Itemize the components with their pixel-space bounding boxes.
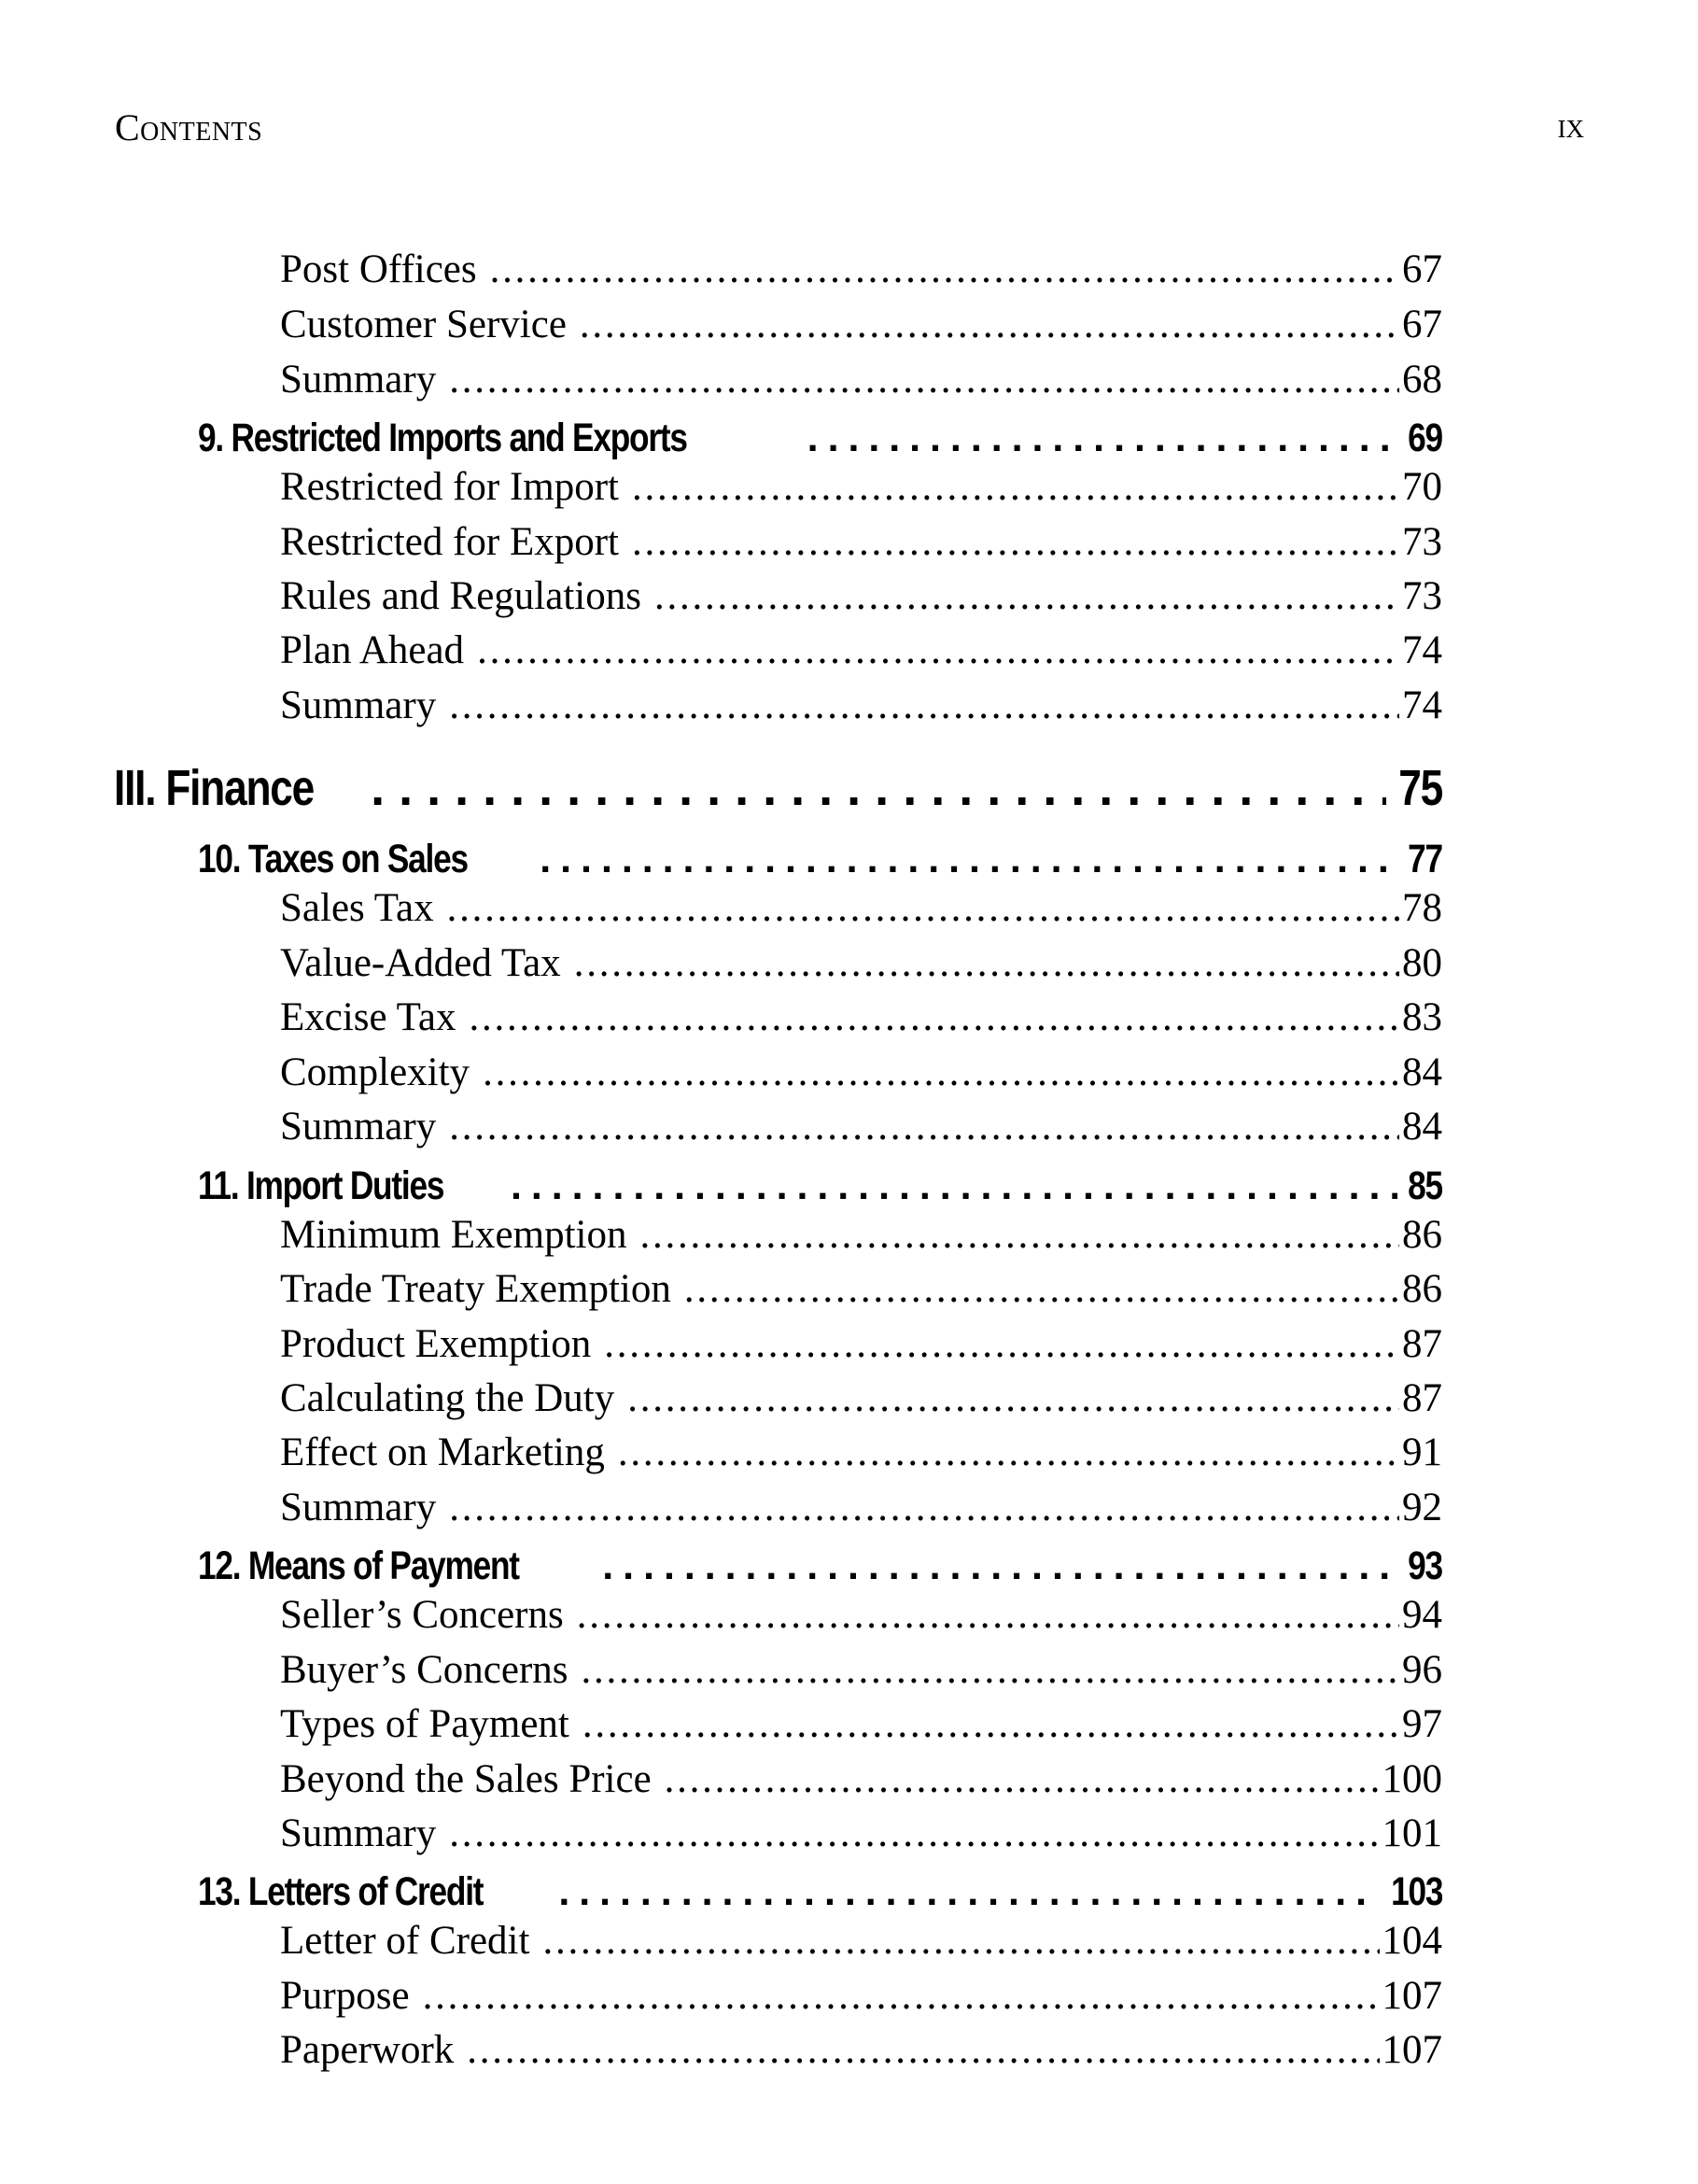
toc-entry <box>280 993 1442 1043</box>
toc-entry <box>280 1264 1442 1315</box>
toc-entry-title: Trade Treaty Exemption <box>280 1267 671 1311</box>
toc-entry-title: Sales Tax <box>280 886 434 930</box>
toc-entry-page: 91 <box>1402 1430 1442 1474</box>
toc-entry-title: Effect on Marketing <box>280 1430 605 1474</box>
toc-entry <box>280 1374 1442 1424</box>
toc-entry-title: Summary <box>280 1105 437 1148</box>
toc-entry-title: Post Offices <box>280 247 477 291</box>
toc-chapter-title: 10. Taxes on Sales <box>198 837 468 881</box>
toc-entry-title: Seller’s Concerns <box>280 1593 564 1637</box>
toc-entry-title: Minimum Exemption <box>280 1213 627 1257</box>
toc-entry-page: 97 <box>1402 1702 1442 1746</box>
toc-entry-page: 74 <box>1402 683 1442 727</box>
dot-leader <box>574 938 1399 989</box>
dot-leader <box>483 1048 1399 1098</box>
dot-leader <box>449 355 1399 405</box>
toc-entry-page: 107 <box>1382 2028 1442 2072</box>
toc-entry-page: 78 <box>1402 886 1442 930</box>
toc-entry-title: Value-Added Tax <box>280 941 561 985</box>
toc-entry-title: Restricted for Import <box>280 465 620 509</box>
dot-leader <box>558 1867 1376 1917</box>
toc-entry-page: 107 <box>1382 1974 1442 2018</box>
toc-entry-title: Customer Service <box>280 303 567 346</box>
toc-entry-page: 74 <box>1402 628 1442 672</box>
toc-entry-page: 86 <box>1402 1267 1442 1311</box>
toc-chapter-page: 93 <box>1408 1543 1442 1588</box>
toc-entry-title: Purpose <box>280 1974 410 2018</box>
toc-entry-title: Excise Tax <box>280 995 456 1039</box>
dot-leader <box>665 1754 1380 1805</box>
toc-chapter-title: 11. Import Duties <box>198 1163 444 1208</box>
toc-entry-page: 73 <box>1402 574 1442 618</box>
toc-chapter-entry <box>198 1867 1442 1917</box>
toc-entry-page: 84 <box>1402 1050 1442 1094</box>
toc-entry <box>280 626 1442 676</box>
dot-leader <box>639 1210 1399 1261</box>
toc-entry <box>280 1102 1442 1152</box>
toc-entry <box>280 1319 1442 1370</box>
dot-leader <box>580 300 1399 350</box>
toc-chapter-title: 12. Means of Payment <box>198 1543 519 1588</box>
toc-entry-page: 67 <box>1402 303 1442 346</box>
dot-leader <box>447 883 1399 934</box>
toc-entry-title: Plan Ahead <box>280 628 465 672</box>
running-head: Contents <box>115 106 263 148</box>
dot-leader <box>511 1161 1397 1211</box>
toc-entry-title: Summary <box>280 683 437 727</box>
toc-entry-page: 87 <box>1402 1322 1442 1366</box>
toc-entry-page: 94 <box>1402 1593 1442 1637</box>
toc-chapter-title: 13. Letters of Credit <box>198 1869 484 1914</box>
toc-chapter-entry <box>198 834 1442 884</box>
toc-entry-page: 67 <box>1402 247 1442 291</box>
toc-entry-title: Paperwork <box>280 2028 455 2072</box>
dot-leader <box>684 1264 1399 1315</box>
toc-entry-title: Rules and Regulations <box>280 574 641 618</box>
toc-chapter-page: 69 <box>1408 416 1442 460</box>
toc-entry-title: Letter of Credit <box>280 1919 530 1963</box>
dot-leader <box>540 834 1397 884</box>
dot-leader <box>449 1483 1399 1533</box>
toc-entry <box>280 1809 1442 1859</box>
toc-entry-page: 83 <box>1402 995 1442 1039</box>
dot-leader <box>449 681 1399 731</box>
toc-chapter-entry <box>198 413 1442 463</box>
toc-part-title: III. Finance <box>114 760 315 816</box>
toc-chapter-title: 9. Restricted Imports and Exports <box>198 416 687 460</box>
dot-leader <box>632 462 1399 513</box>
toc-entry-title: Buyer’s Concerns <box>280 1648 568 1692</box>
toc-chapter-page: 77 <box>1408 837 1442 881</box>
dot-leader <box>449 1809 1379 1859</box>
toc-entry <box>280 883 1442 934</box>
toc-entry-page: 96 <box>1402 1648 1442 1692</box>
toc-entry <box>280 462 1442 513</box>
dot-leader <box>467 2025 1379 2076</box>
toc-entry-title: Summary <box>280 1811 437 1855</box>
toc-entry-page: 70 <box>1402 465 1442 509</box>
toc-entry <box>280 1210 1442 1261</box>
dot-leader <box>469 993 1399 1043</box>
dot-leader <box>477 626 1399 676</box>
toc-entry-title: Restricted for Export <box>280 520 620 564</box>
toc-chapter-entry <box>198 1161 1442 1211</box>
dot-leader <box>577 1590 1399 1641</box>
toc-entry-page: 80 <box>1402 941 1442 985</box>
toc-chapter-page: 103 <box>1390 1869 1442 1914</box>
dot-leader <box>604 1319 1399 1370</box>
toc-chapter-entry <box>198 1541 1442 1591</box>
toc-entry-page: 92 <box>1402 1486 1442 1529</box>
toc-entry <box>280 355 1442 405</box>
toc-entry <box>280 1971 1442 2022</box>
toc-entry-page: 68 <box>1402 358 1442 402</box>
page-number: ix <box>1557 106 1584 146</box>
toc-entry <box>280 1754 1442 1805</box>
toc-entry-title: Types of Payment <box>280 1702 569 1746</box>
toc-entry <box>280 517 1442 568</box>
dot-leader <box>618 1428 1399 1478</box>
dot-leader <box>371 757 1386 819</box>
dot-leader <box>582 1645 1399 1696</box>
toc-part-page: 75 <box>1398 760 1442 816</box>
toc-entry <box>280 245 1442 295</box>
dot-leader <box>490 245 1399 295</box>
dot-leader <box>542 1916 1379 1966</box>
toc-entry <box>280 1916 1442 1966</box>
toc-entry <box>280 571 1442 622</box>
toc-entry-title: Product Exemption <box>280 1322 592 1366</box>
toc-entry <box>280 1590 1442 1641</box>
toc-entry <box>280 1483 1442 1533</box>
toc-entry <box>280 938 1442 989</box>
toc-chapter-page: 85 <box>1408 1163 1442 1208</box>
dot-leader <box>602 1541 1397 1591</box>
toc-entry-page: 73 <box>1402 520 1442 564</box>
dot-leader <box>632 517 1399 568</box>
dot-leader <box>582 1699 1399 1750</box>
toc-entry <box>280 681 1442 731</box>
dot-leader <box>423 1971 1380 2022</box>
toc-entry <box>280 2025 1442 2076</box>
toc-entry <box>280 300 1442 350</box>
dot-leader <box>654 571 1399 622</box>
dot-leader <box>807 413 1397 463</box>
toc-entry-page: 84 <box>1402 1105 1442 1148</box>
toc-entry-title: Calculating the Duty <box>280 1376 615 1420</box>
dot-leader <box>449 1102 1399 1152</box>
toc-entry <box>280 1048 1442 1098</box>
toc-entry-page: 100 <box>1382 1757 1442 1801</box>
toc-entry-page: 86 <box>1402 1213 1442 1257</box>
toc-entry-page: 104 <box>1382 1919 1442 1963</box>
toc-part-entry <box>114 757 1442 819</box>
toc-entry-page: 101 <box>1382 1811 1442 1855</box>
toc-entry-title: Beyond the Sales Price <box>280 1757 652 1801</box>
dot-leader <box>627 1374 1399 1424</box>
toc-entry-page: 87 <box>1402 1376 1442 1420</box>
toc-entry <box>280 1699 1442 1750</box>
toc-entry-title: Summary <box>280 358 437 402</box>
toc-entry-title: Summary <box>280 1486 437 1529</box>
toc-entry-title: Complexity <box>280 1050 470 1094</box>
toc-entry <box>280 1428 1442 1478</box>
toc-entry <box>280 1645 1442 1696</box>
